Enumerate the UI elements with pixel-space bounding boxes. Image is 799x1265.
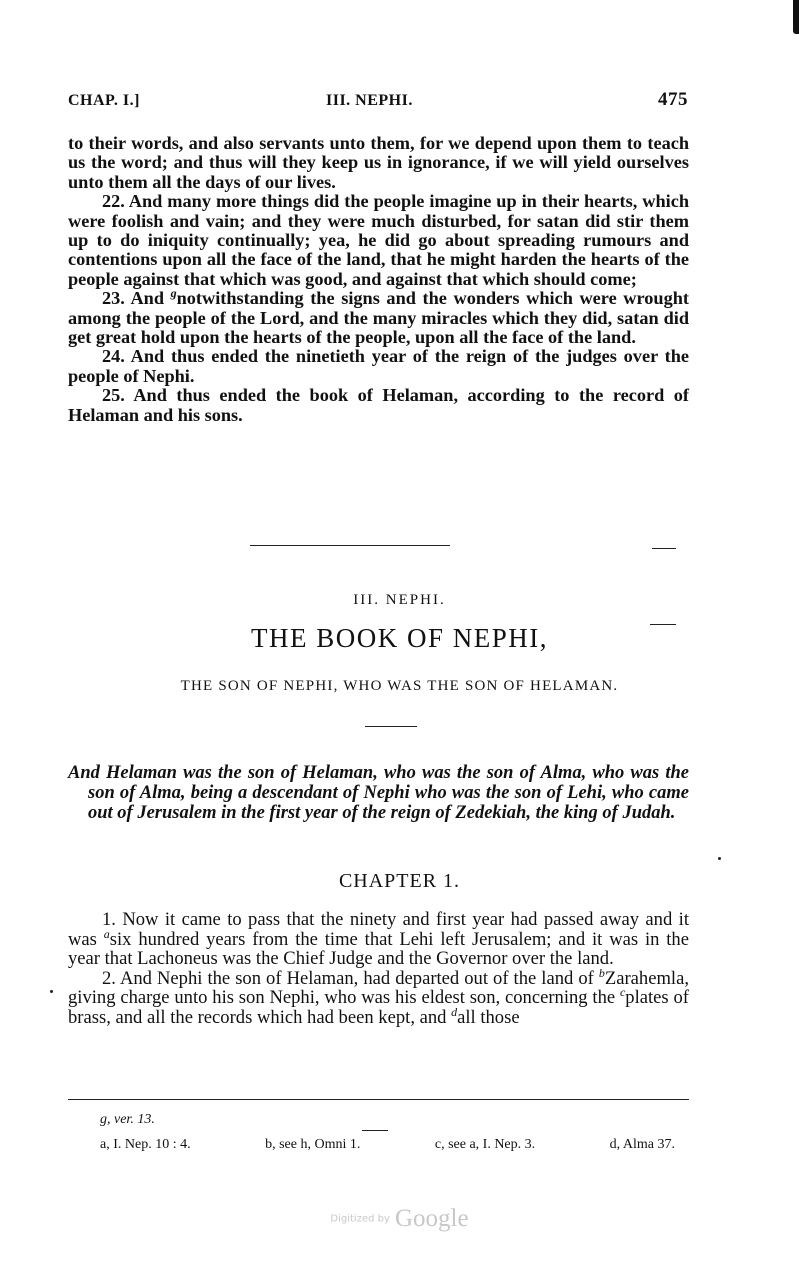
footnote-d: d, Alma 37. [609, 1137, 675, 1152]
footnote-marker-a: a [103, 926, 110, 941]
ink-mark [650, 624, 676, 625]
footnote-a: a, I. Nep. 10 : 4. [100, 1137, 191, 1152]
running-header [68, 89, 688, 116]
verse-25: 25. And thus ended the book of Helaman, according to the record of Helaman and his sons. [68, 385, 689, 425]
verse-2-part-1: Zarahemla, giving charge unto his son Nephi, who was his eldest son, concerning the [68, 967, 689, 1009]
footnote-rule [68, 1099, 689, 1100]
verse-2-end: all those [457, 1006, 520, 1028]
verse-1 [68, 910, 689, 969]
footnote-b: b, see h, Omni 1. [265, 1137, 361, 1152]
google-logo: Google [394, 1205, 469, 1232]
ink-mark [362, 1130, 388, 1131]
verse-23 [68, 286, 689, 348]
footnotes [100, 1112, 700, 1128]
page-number: 475 [658, 89, 688, 110]
header-chapter: CHAP. I.] [68, 92, 140, 109]
verse-23-rest: notwithstanding the signs and the wonders which were wrought among the people of the Lord, and the many miracles which they did, satan did get great hold upon the hearts of the people, upon all the face of the land. [68, 288, 689, 348]
intro-paragraph: And Helaman was the son of Helaman, who was the son of Alma, who was the son of Alma, being a descendant of Nephi who was the son of Lehi, who came out of Jerusalem in the first year of the reign of Zedekiah, the king of Judah. [68, 763, 689, 823]
chapter-1-text [68, 910, 689, 1028]
footnote-marker-d: d [451, 1004, 458, 1019]
section-label: III. NEPHI. [353, 592, 446, 608]
ink-mark [652, 548, 676, 549]
verse-2-part-2: plates of brass, and all the records which had been kept, and [68, 987, 689, 1028]
footnotes-row [100, 1137, 700, 1153]
section-divider [250, 545, 450, 546]
book-subtitle: THE SON OF NEPHI, WHO WAS THE SON OF HELAMAN. [180, 678, 619, 694]
book-title: THE BOOK OF NEPHI, [251, 623, 548, 653]
footnote-marker-g: g [170, 286, 177, 301]
ink-dot [50, 990, 53, 993]
footnote-marker-c: c [619, 985, 626, 1000]
digitized-watermark [0, 1205, 799, 1233]
verse-24: 24. And thus ended the ninetieth year of the reign of the judges over the people of Nephi. [68, 346, 689, 386]
verse-1-rest: six hundred years from the time that Lehi left Jerusalem; and it was in the year that Lachoneus was the Chief Judge and the Governor over the land. [68, 928, 689, 970]
verse-2 [68, 965, 689, 1028]
subtitle-divider [365, 726, 417, 727]
chapter-heading: CHAPTER 1. [338, 870, 461, 892]
helaman-closing-text [68, 134, 689, 425]
header-book: III. NEPHI. [326, 92, 413, 109]
continuation-paragraph: to their words, and also servants unto them, for we depend upon them to teach us the word; and thus will they keep us in ignorance, if we will yield ourselves unto them all the days of our lives. [68, 133, 689, 192]
book-intro [68, 763, 689, 823]
verse-1-start: 1. Now it came to pass that the ninety and first year had passed away and it was [68, 909, 689, 950]
ink-dot [718, 857, 721, 860]
verse-23-start: 23. And [102, 288, 171, 309]
verse-22: 22. And many more things did the people imagine up in their hearts, which were foolish and vain; and they were much disturbed, for satan did stir them up to do iniquity continually; yea, he did go about spreading rumours and contentions upon all the face of the land, that he might harden the hearts of the people against that which was good, and against that which should come; [68, 191, 689, 289]
footnote-c: c, see a, I. Nep. 3. [434, 1137, 536, 1152]
footnote-g: g, ver. 13. [100, 1112, 155, 1127]
watermark-prefix: Digitized by [330, 1213, 390, 1225]
verse-2-start: 2. And Nephi the son of Helaman, had departed out of the land of [102, 967, 599, 989]
footnote-marker-b: b [598, 965, 605, 980]
page-edge-mark [793, 0, 799, 34]
